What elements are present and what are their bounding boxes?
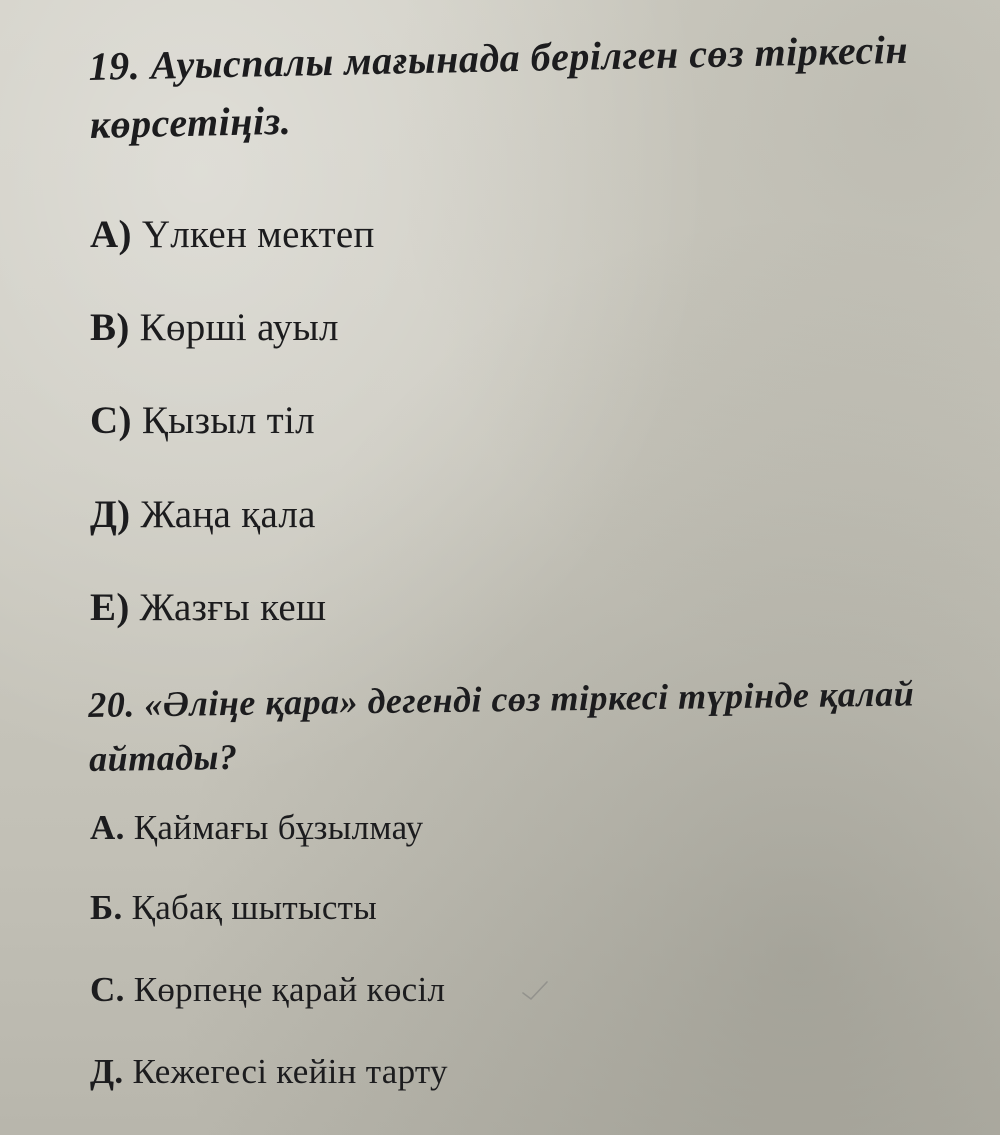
question-20-text: 20. «Әліңе қара» дегенді сөз тіркесі түрінде қалай айтады? (88, 673, 915, 779)
q20-option-d-letter: Д. (90, 1052, 124, 1091)
q20-option-a-letter: А. (90, 808, 125, 847)
q20-option-d[interactable] (90, 1052, 448, 1092)
q19-option-d[interactable] (90, 492, 316, 537)
q19-option-a-text: Үлкен мектеп (141, 213, 375, 256)
q19-option-c-letter: С) (90, 399, 132, 442)
q20-option-b-text: Қабақ шытысты (131, 888, 378, 927)
q19-option-b[interactable] (90, 305, 339, 350)
q19-option-e-letter: Е) (90, 586, 130, 629)
pencil-checkmark-icon (520, 978, 550, 1004)
q19-option-d-letter: Д) (90, 493, 131, 536)
q20-option-c-text: Көрпеңе қарай көсіл (133, 970, 446, 1009)
q20-option-a[interactable] (90, 808, 423, 848)
q20-option-a-text: Қаймағы бұзылмау (133, 808, 424, 847)
q20-option-c-letter: С. (90, 970, 125, 1009)
q19-option-d-text: Жаңа қала (140, 493, 316, 536)
q20-option-b-letter: Б. (90, 888, 123, 927)
q19-option-c-text: Қызыл тіл (141, 399, 315, 442)
q20-option-b[interactable] (90, 888, 377, 928)
q19-option-e[interactable] (90, 585, 326, 630)
q19-option-a[interactable] (90, 212, 375, 257)
question-19-text: 19. Ауыспалы мағынада берілген сөз тіркесін көрсетіңіз. (88, 26, 909, 147)
q19-option-c[interactable] (90, 398, 315, 443)
q20-option-c[interactable] (90, 970, 445, 1010)
q19-option-b-text: Көрші ауыл (139, 306, 339, 349)
q20-option-d-text: Кежегесі кейін тарту (132, 1052, 448, 1091)
q19-option-b-letter: В) (90, 306, 130, 349)
q19-option-e-text: Жазғы кеш (139, 586, 327, 629)
q19-option-a-letter: А) (90, 213, 132, 256)
